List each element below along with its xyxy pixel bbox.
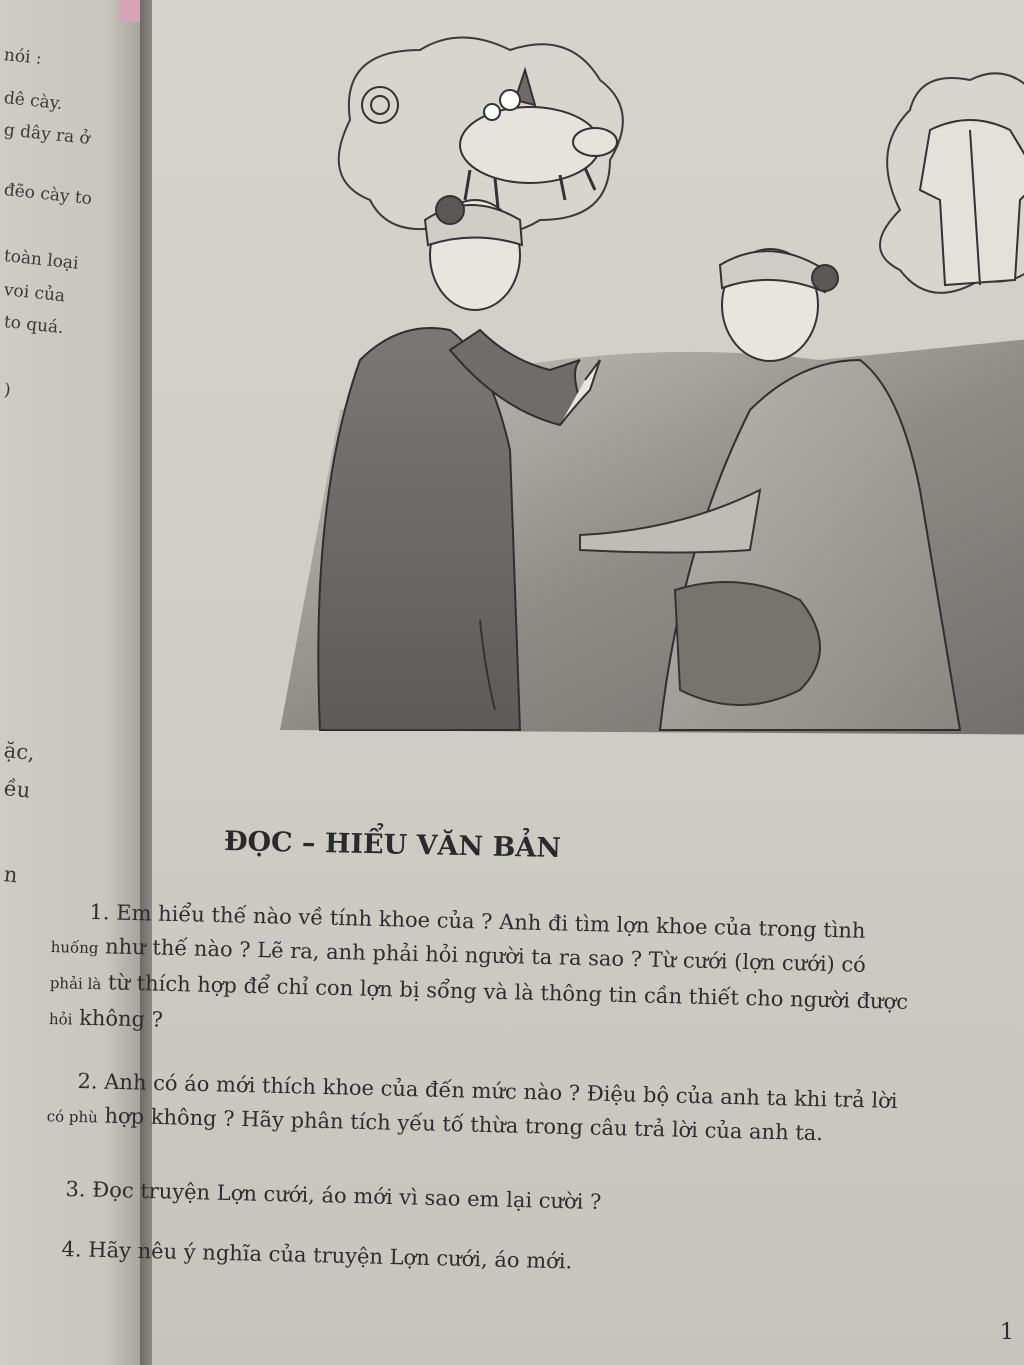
page-number: 1 [1000,1320,1014,1345]
question-line: hỏi không ? [48,1005,164,1032]
thought-cloud-shirt [880,73,1024,293]
story-illustration [280,30,1024,735]
left-page-line: ều [2,776,32,803]
question-2 [46,1064,898,1154]
left-page-line: voi của [2,280,67,307]
question-line: huống như thế nào ? Lẽ ra, anh phải hỏi người ta ra sao ? Từ cưới (lợn cưới) có [50,934,867,977]
left-page-line: to quá. [2,312,65,339]
section-heading: ĐỌC – HIỂU VĂN BẢN [223,826,562,865]
left-page [0,0,152,1365]
left-page-line: ặc, [2,738,37,766]
left-page-line: đẽo cày to [2,180,93,210]
question-line: 4. Hãy nêu ý nghĩa của truyện Lợn cưới, áo mới. [61,1236,573,1274]
question-1 [49,894,911,1057]
question-number: 3. [65,1176,86,1202]
question-number: 4. [61,1236,82,1262]
question-line: 2. Anh có áo mới thích khoe của đến mức nào ? Điệu bộ của anh ta khi trả lời [77,1068,898,1114]
left-page-line: ) [2,380,12,401]
left-page-line: n [2,862,19,888]
question-number: 1. [89,899,110,925]
question-line: 3. Đọc truyện Lợn cưới, áo mới vì sao em lại cười ? [65,1176,602,1215]
left-page-line: dê cày. [2,88,64,115]
left-page-line: nói : [2,45,43,69]
question-number: 2. [77,1068,98,1094]
left-page-line: toàn loại [2,246,80,274]
question-line: có phù hợp không ? Hãy phân tích yếu tố thừa trong câu trả lời của anh ta. [46,1103,824,1146]
left-page-line: g dây ra ở [2,120,91,149]
question-line: 1. Em hiểu thế nào về tính khoe của ? Anh đi tìm lợn khoe của trong tình [89,899,866,943]
question-line: phải là từ thích hợp để chỉ con lợn bị sổng và là thông tin cần thiết cho người được [49,970,909,1014]
